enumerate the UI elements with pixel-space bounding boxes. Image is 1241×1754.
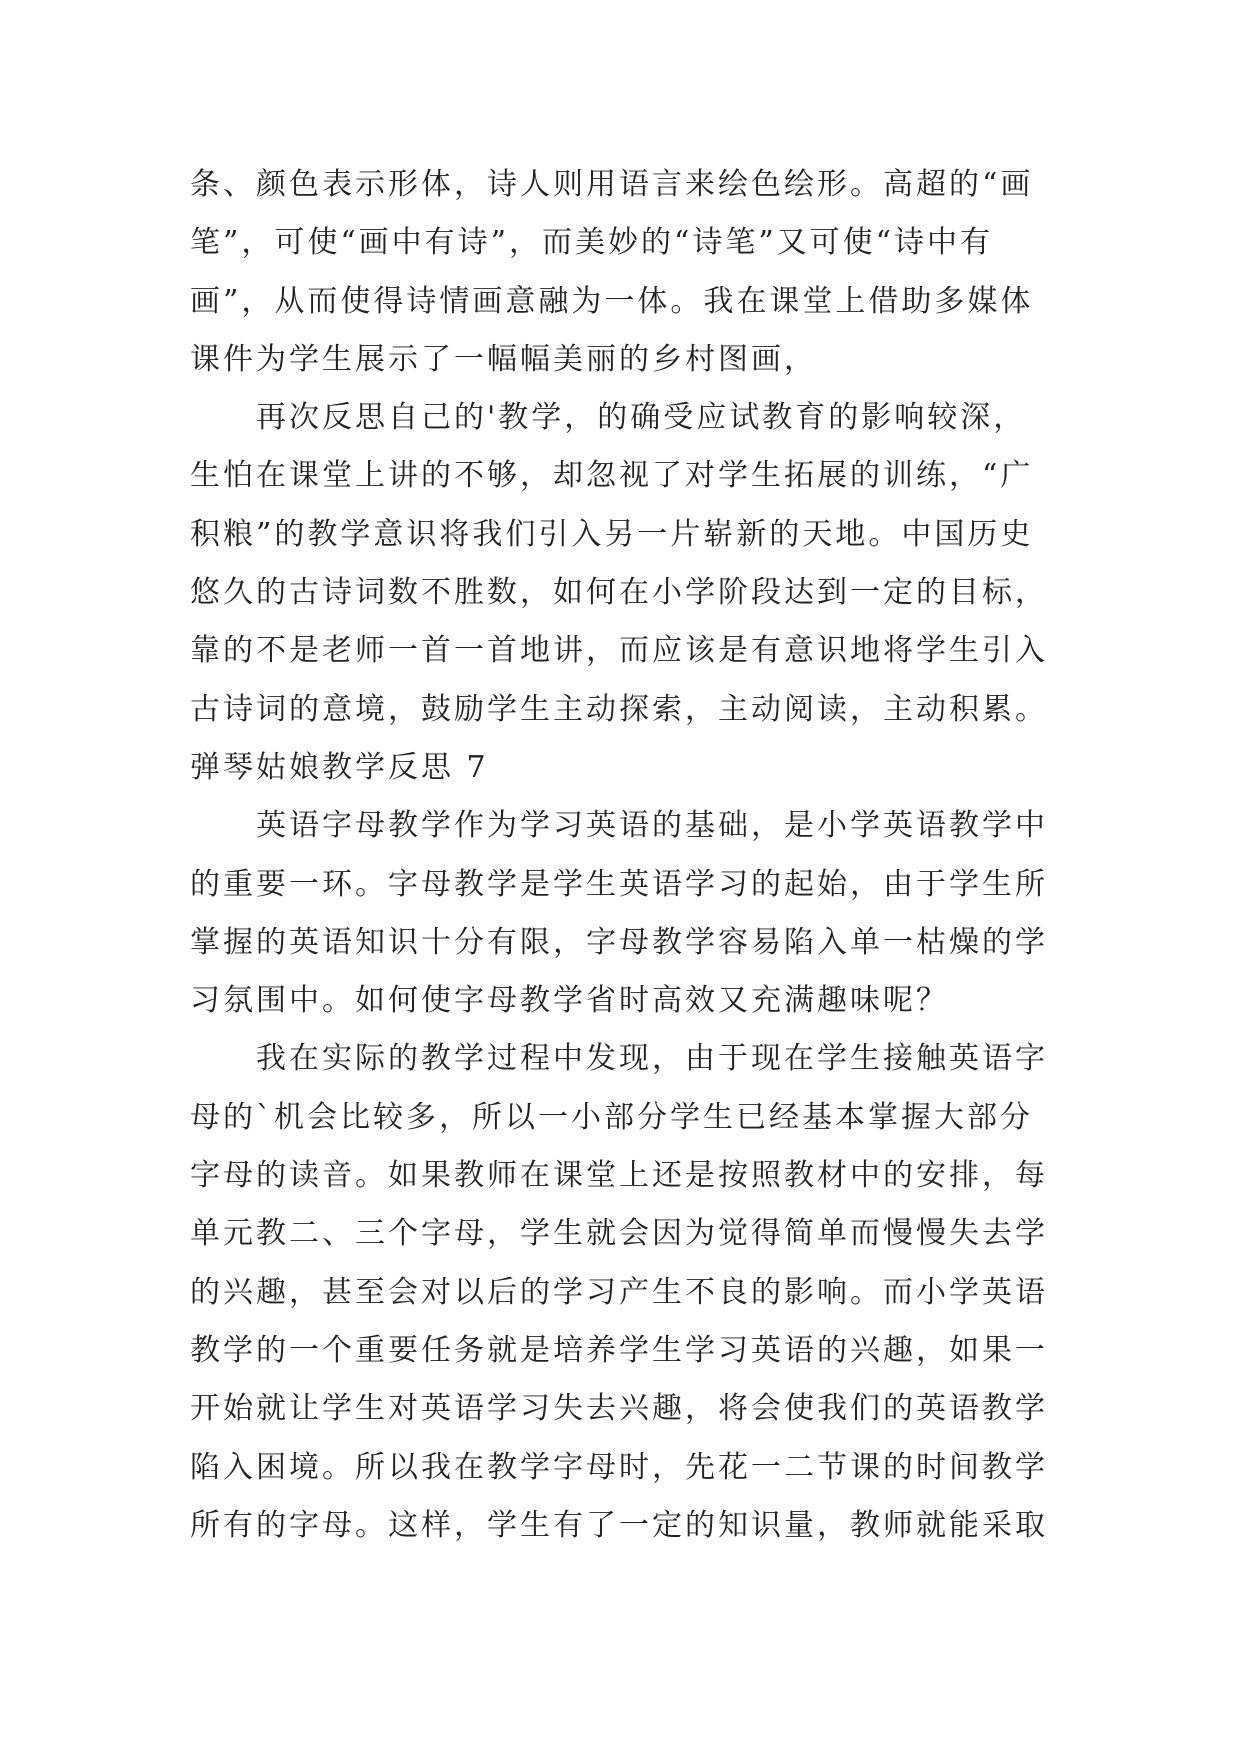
text-line: 悠久的古诗词数不胜数，如何在小学阶段达到一定的目标， xyxy=(190,575,1048,611)
text-line: 生怕在课堂上讲的不够，却忽视了对学生拓展的训练，“广 xyxy=(190,458,1034,494)
text-line: 画”，从而使得诗情画意融为一体。我在课堂上借助多媒体 xyxy=(190,283,1034,319)
text-line: 条、颜色表示形体，诗人则用语言来绘色绘形。高超的“画 xyxy=(190,167,1034,202)
text-line: 靠的不是老师一首一首地讲，而应该是有意识地将学生引入 xyxy=(190,633,1048,669)
document-body xyxy=(190,156,1070,1555)
text-line: 教学的一个重要任务就是培养学生学习英语的兴趣，如果一 xyxy=(190,1332,1048,1368)
paragraph-first-line: 英语字母教学作为学习英语的基础，是小学英语教学中 xyxy=(256,808,1048,844)
text-line: 的兴趣，甚至会对以后的学习产生不良的影响。而小学英语 xyxy=(190,1274,1048,1310)
paragraph-first-line: 我在实际的教学过程中发现，由于现在学生接触英语字 xyxy=(256,1041,1048,1077)
text-line: 掌握的英语知识十分有限，字母教学容易陷入单一枯燥的学 xyxy=(190,924,1048,960)
text-line: 古诗词的意境，鼓励学生主动探索，主动阅读，主动积累。 xyxy=(190,691,1048,727)
text-line: 课件为学生展示了一幅幅美丽的乡村图画， xyxy=(190,341,817,377)
text-line: 积粮”的教学意识将我们引入另一片崭新的天地。中国历史 xyxy=(190,516,1034,552)
text-line: 字母的读音。如果教师在课堂上还是按照教材中的安排，每 xyxy=(190,1158,1048,1194)
text-line: 所有的字母。这样，学生有了一定的知识量，教师就能采取 xyxy=(190,1507,1048,1543)
text-line: 母的`机会比较多，所以一小部分学生已经基本掌握大部分 xyxy=(190,1099,1033,1135)
paragraph-first-line: 再次反思自己的'教学，的确受应试教育的影响较深， xyxy=(256,400,1027,436)
text-line: 陷入困境。所以我在教学字母时，先花一二节课的时间教学 xyxy=(190,1449,1048,1485)
text-line: 开始就让学生对英语学习失去兴趣，将会使我们的英语教学 xyxy=(190,1391,1048,1427)
text-line: 笔”，可使“画中有诗”，而美妙的“诗笔”又可使“诗中有 xyxy=(190,225,994,261)
text-line: 习氛围中。如何使字母教学省时高效又充满趣味呢？ xyxy=(190,983,949,1019)
section-heading: 弹琴姑娘教学反思 7 xyxy=(190,749,489,785)
text-line: 的重要一环。字母教学是学生英语学习的起始，由于学生所 xyxy=(190,866,1048,902)
text-line: 单元教二、三个字母，学生就会因为觉得简单而慢慢失去学 xyxy=(190,1216,1048,1252)
